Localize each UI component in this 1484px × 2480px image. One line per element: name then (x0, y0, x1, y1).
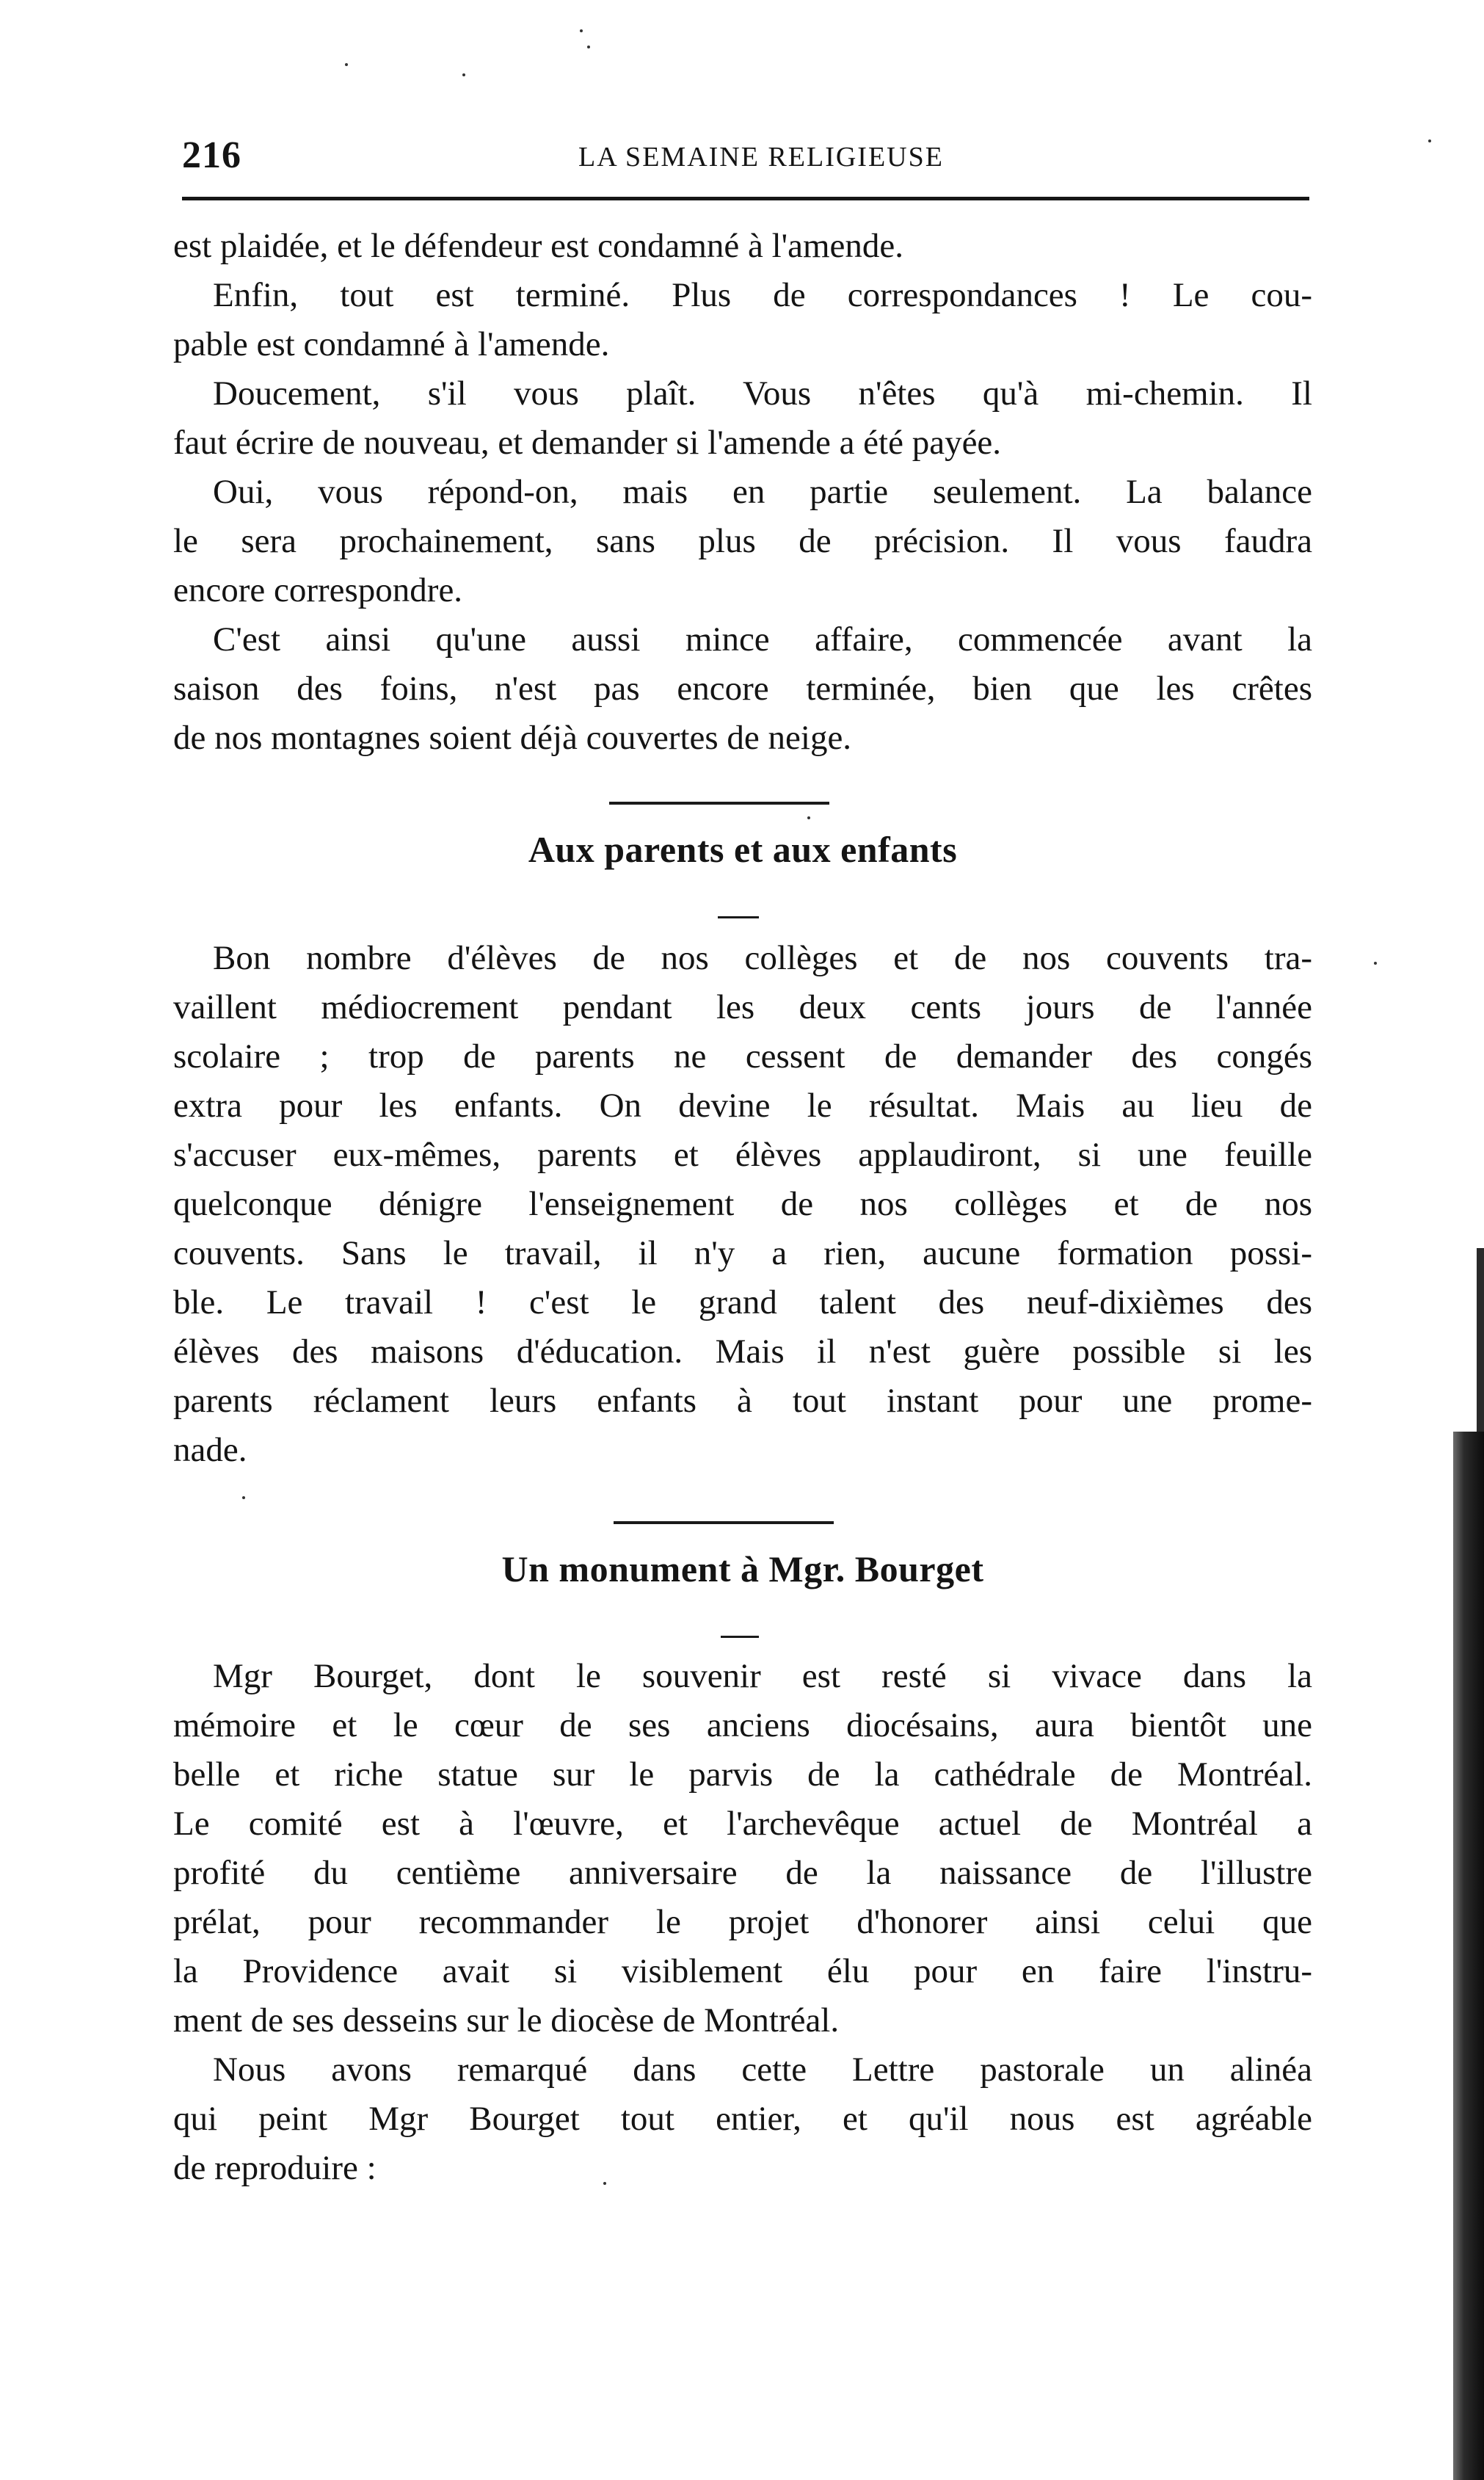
text-line: élèves des maisons d'éducation. Mais il n'est guère possible si les (173, 1333, 1312, 1371)
print-speck (345, 63, 348, 66)
print-speck (242, 1496, 245, 1499)
parents-text-block (173, 934, 1312, 1475)
text-line: C'est ainsi qu'une aussi mince affaire, commencée avant la (213, 620, 1312, 659)
text-line: Doucement, s'il vous plaît. Vous n'êtes qu'à mi-chemin. Il (213, 374, 1312, 413)
text-line: de nos montagnes soient déjà couvertes de neige. (173, 719, 852, 757)
text-line: couvents. Sans le travail, il n'y a rien, aucune formation possi- (173, 1234, 1312, 1272)
text-line: qui peint Mgr Bourget tout entier, et qu'il nous est agréable (173, 2100, 1312, 2138)
text-line: belle et riche statue sur le parvis de la cathédrale de Montréal. (173, 1755, 1312, 1794)
text-line: faut écrire de nouveau, et demander si l'amende a été payée. (173, 424, 1002, 462)
text-line: la Providence avait si visiblement élu pour en faire l'instru- (173, 1952, 1312, 1990)
running-title: LA SEMAINE RELIGIEUSE (578, 142, 944, 173)
section-title-parents: Aux parents et aux enfants (528, 829, 958, 870)
text-line: saison des foins, n'est pas encore terminée, bien que les crêtes (173, 670, 1312, 708)
text-line: Nous avons remarqué dans cette Lettre pastorale un alinéa (213, 2051, 1312, 2089)
print-speck (1428, 139, 1431, 142)
print-speck (580, 29, 583, 32)
intro-text-block (173, 222, 1312, 763)
text-line: mémoire et le cœur de ses anciens diocésains, aura bientôt une (173, 1706, 1312, 1744)
text-line: Bon nombre d'élèves de nos collèges et de nos couvents tra- (213, 939, 1312, 977)
text-line: vaillent médiocrement pendant les deux cents jours de l'année (173, 988, 1312, 1026)
text-line: s'accuser eux-mêmes, parents et élèves applaudiront, si une feuille (173, 1136, 1312, 1174)
text-line: nade. (173, 1431, 247, 1469)
text-line: ble. Le travail ! c'est le grand talent des neuf-dixièmes des (173, 1283, 1312, 1321)
title-dash (718, 916, 759, 918)
text-line: profité du centième anniversaire de la naissance de l'illustre (173, 1854, 1312, 1892)
text-line: prélat, pour recommander le projet d'honorer ainsi celui que (173, 1903, 1312, 1941)
text-line: Le comité est à l'œuvre, et l'archevêque actuel de Montréal a (173, 1805, 1312, 1843)
print-speck (1374, 962, 1377, 965)
header-rule (182, 197, 1309, 200)
text-line: de reproduire : (173, 2149, 377, 2187)
text-line: extra pour les enfants. On devine le résultat. Mais au lieu de (173, 1087, 1312, 1125)
text-line: le sera prochainement, sans plus de précision. Il vous faudra (173, 522, 1312, 560)
page-header (182, 123, 1309, 182)
bourget-text-block (173, 1652, 1312, 2193)
text-line: pable est condamné à l'amende. (173, 325, 610, 363)
text-line: est plaidée, et le défendeur est condamné à l'amende. (173, 227, 904, 265)
section-title-bourget: Un monument à Mgr. Bourget (501, 1548, 984, 1589)
text-line: Enfin, tout est terminé. Plus de correspondances ! Le cou- (213, 276, 1312, 314)
print-speck (462, 73, 465, 76)
text-line: Oui, vous répond-on, mais en partie seulement. La balance (213, 473, 1312, 511)
scan-edge-shadow (1477, 1248, 1484, 1432)
text-line: parents réclament leurs enfants à tout instant pour une prome- (173, 1382, 1312, 1420)
text-line: quelconque dénigre l'enseignement de nos collèges et de nos (173, 1185, 1312, 1223)
print-speck (587, 46, 590, 48)
scan-edge-shadow (1453, 1432, 1484, 2480)
print-speck (603, 2182, 606, 2185)
text-line: encore correspondre. (173, 571, 463, 609)
title-dash (721, 1636, 759, 1638)
text-line: Mgr Bourget, dont le souvenir est resté si vivace dans la (213, 1657, 1312, 1695)
section-divider (614, 1521, 834, 1524)
section-divider (609, 802, 829, 805)
print-speck (807, 816, 810, 819)
text-line: ment de ses desseins sur le diocèse de Montréal. (173, 2001, 840, 2040)
text-line: scolaire ; trop de parents ne cessent de demander des congés (173, 1037, 1312, 1076)
page-number: 216 (182, 134, 241, 176)
